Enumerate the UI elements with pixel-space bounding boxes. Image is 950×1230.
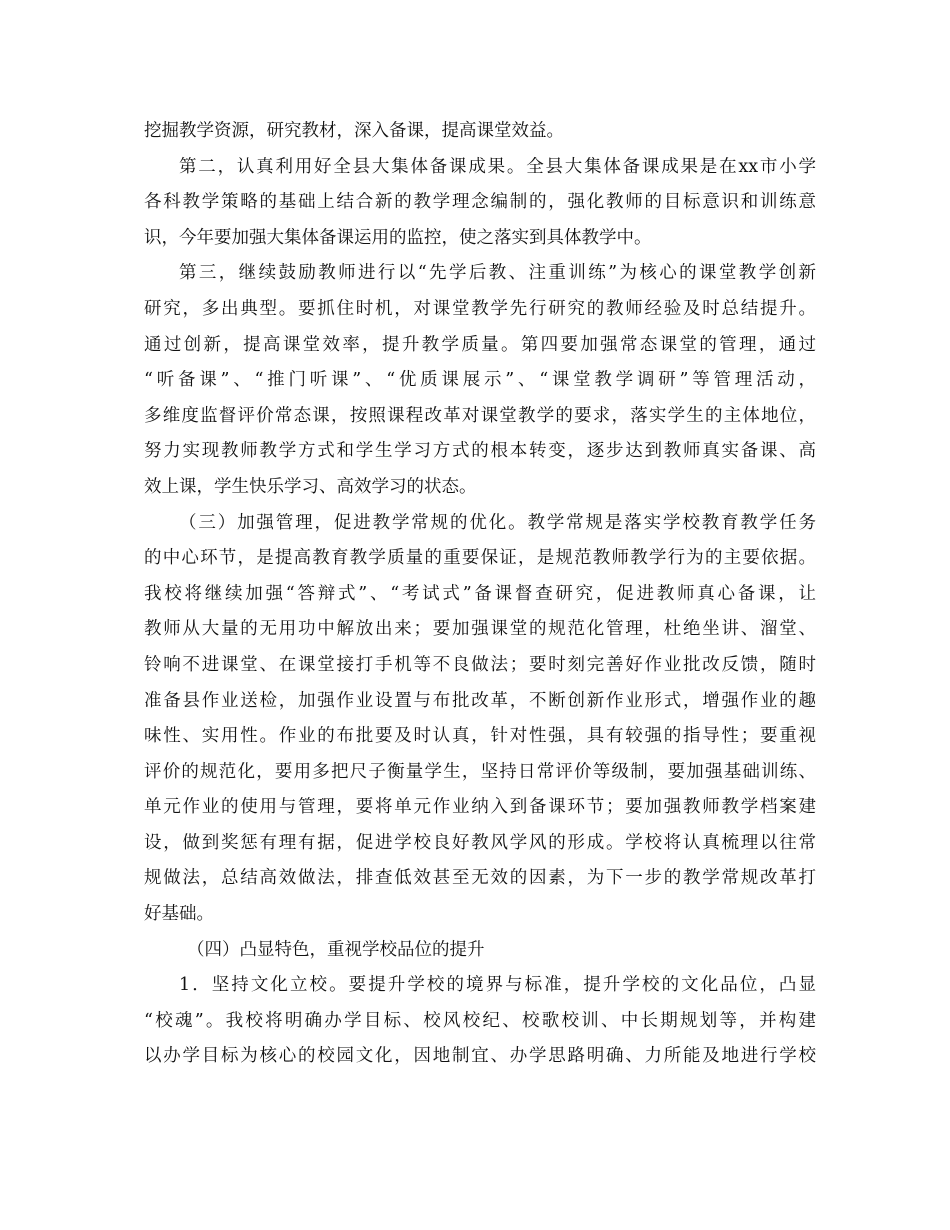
text-line: 各科教学策略的基础上结合新的教学理念编制的，强化教师的目标意识和训练意 [144, 192, 816, 213]
document-body [144, 114, 816, 1075]
text-line: 第三，继续鼓励教师进行以“先学后教、注重训练”为核心的课堂教学创新 [179, 263, 816, 284]
text-line: （四）凸显特色，重视学校品位的提升 [187, 939, 485, 960]
text-line: 努力实现教师教学方式和学生学习方式的根本转变，逐步达到教师真实备课、高 [144, 441, 816, 462]
text-line: 教师从大量的无用功中解放出来；要加强课堂的规范化管理，杜绝坐讲、溜堂、 [144, 619, 816, 640]
text-line: 以办学目标为核心的校园文化，因地制宜、办学思路明确、力所能及地进行学校 [144, 1046, 816, 1067]
text-line: 通过创新，提高课堂效率，提升教学质量。第四要加强常态课堂的管理，通过 [144, 334, 816, 355]
text-line: 我校将继续加强“答辩式”、“考试式”备课督查研究，促进教师真心备课，让 [144, 583, 816, 604]
text-line: 1．坚持文化立校。要提升学校的境界与标准，提升学校的文化品位，凸显 [179, 975, 816, 996]
text-line: 多维度监督评价常态课，按照课程改革对课堂教学的要求，落实学生的主体地位， [144, 405, 816, 426]
text-line: “听备课”、“推门听课”、“优质课展示”、“课堂教学调研”等管理活动， [144, 370, 816, 391]
text-line: 好基础。 [144, 904, 214, 925]
text-line: 铃响不进课堂、在课堂接打手机等不良做法；要时刻完善好作业批改反馈，随时 [144, 654, 816, 675]
text-line: “校魂”。我校将明确办学目标、校风校纪、校歌校训、中长期规划等，并构建 [144, 1010, 816, 1031]
text-line: 设，做到奖惩有理有据，促进学校良好教风学风的形成。学校将认真梳理以往常 [144, 832, 816, 853]
text-line: 挖掘教学资源，研究教材，深入备课，提高课堂效益。 [144, 121, 564, 141]
text-line: 味性、实用性。作业的布批要及时认真，针对性强，具有较强的指导性；要重视 [144, 726, 816, 747]
text-line: 单元作业的使用与管理，要将单元作业纳入到备课环节；要加强教师教学档案建 [144, 797, 816, 818]
text-line: 的中心环节，是提高教育教学质量的重要保证，是规范教师教学行为的主要依据。 [144, 548, 816, 569]
text-line: 准备县作业送检，加强作业设置与布批改革，不断创新作业形式，增强作业的趣 [144, 690, 816, 711]
text-line: 识，今年要加强大集体备课运用的监控，使之落实到具体教学中。 [144, 227, 652, 248]
text-line: 规做法，总结高效做法，排查低效甚至无效的因素，为下一步的教学常规改革打 [144, 868, 816, 889]
text-line: （三）加强管理，促进教学常规的优化。教学常规是落实学校教育教学任务 [179, 512, 816, 533]
text-line: 评价的规范化，要用多把尺子衡量学生，坚持日常评价等级制，要加强基础训练、 [144, 761, 816, 782]
text-line: 第二，认真利用好全县大集体备课成果。全县大集体备课成果是在xx市小学 [179, 156, 816, 177]
text-line: 研究，多出典型。要抓住时机，对课堂教学先行研究的教师经验及时总结提升。 [144, 298, 816, 319]
text-line: 效上课，学生快乐学习、高效学习的状态。 [144, 476, 477, 497]
